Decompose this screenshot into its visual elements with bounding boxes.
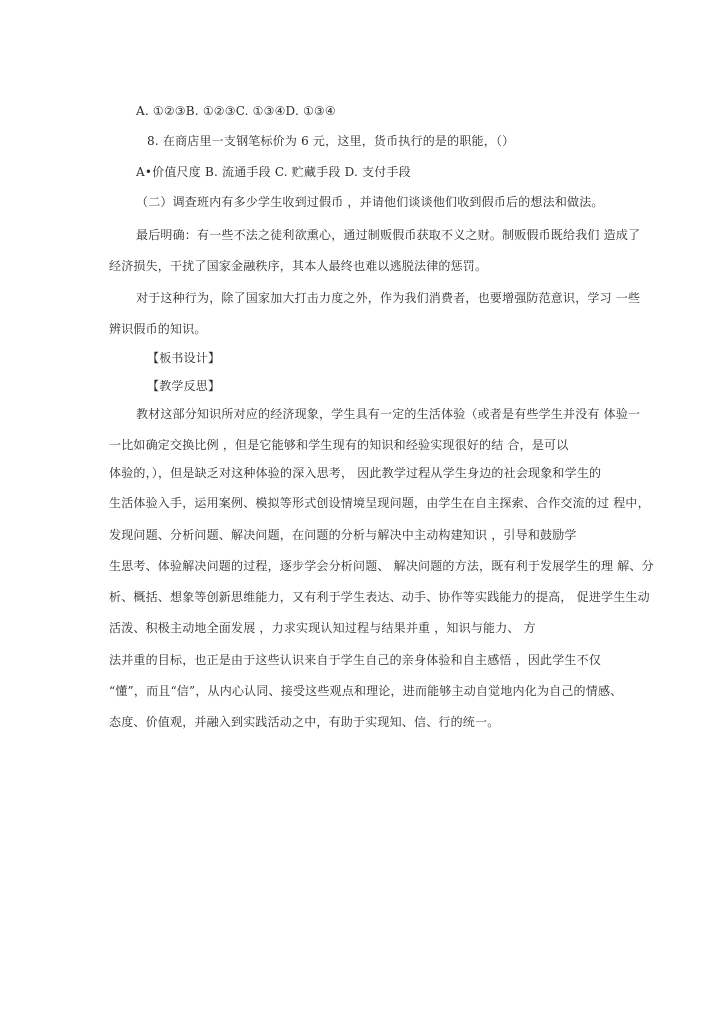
reflection-line-8: 活泼、积极主动地全面发展 ，力求实现认知过程与结果并重 ，知识与能力、 方: [109, 621, 536, 635]
reflection-line-5: 发现问题、分析问题、解决问题，在问题的分析与解决中主动构建知识 ，引导和鼓励学: [109, 528, 577, 542]
reflection-line-3: 体验的，），但是缺乏对这种体验的深入思考， 因此教学过程从学生身边的社会现象和学生的: [109, 466, 602, 480]
answer-options-8: A•价值尺度 B. 流通手段 C. 贮藏手段 D. 支付手段: [136, 165, 411, 179]
reflection-line-11: 态度、价值观，并融入到实践活动之中，有助于实现知、信、行的统一。: [109, 715, 500, 729]
reflection-line-4: 生活体验入手，运用案例、模拟等形式创设情境呈现问题，由学生在自主探索、合作交流的过 程中，: [109, 496, 650, 510]
section-heading-board-design: 【板书设计】: [147, 351, 221, 365]
consumer-line-2: 辨识假币的知识。: [109, 322, 207, 336]
survey-paragraph: （二）调查班内有多少学生收到过假币 ，并请他们谈谈他们收到假币后的想法和做法。: [136, 195, 604, 209]
reflection-line-7: 析、概括、想象等创新思维能力，又有利于学生表达、动手、协作等实践能力的提高， 促进学生生动: [109, 590, 650, 604]
section-heading-reflection: 【教学反思】: [147, 379, 221, 393]
question-8: 8. 在商店里一支钢笔标价为 6 元，这里，货币执行的是的职能，（）: [147, 134, 515, 148]
reflection-line-6: 生思考、体验解决问题的过程，逐步学会分析问题、 解决问题的方法，既有利于发展学生的理 解、分: [109, 559, 654, 573]
conclusion-line-1: 最后明确：有一些不法之徒利欲熏心，通过制贩假币获取不义之财。制贩假币既给我们 造成了: [136, 228, 641, 242]
reflection-line-9: 法并重的目标，也正是由于这些认识来自于学生自己的亲身体验和自主感悟 ，因此学生不仅: [109, 653, 602, 667]
conclusion-line-2: 经济损失，干扰了国家金融秩序，其本人最终也难以逃脱法律的惩罚。: [109, 259, 488, 273]
reflection-line-1: 教材这部分知识所对应的经济现象，学生具有一定的生活体验（或者是有些学生并没有 体验一: [136, 407, 641, 421]
answer-options-7: A. ①②③B. ①②③C. ①③④D. ①③④: [136, 104, 336, 118]
consumer-line-1: 对于这种行为，除了国家加大打击力度之外，作为我们消费者，也要增强防范意识，学习 一些: [136, 291, 641, 305]
reflection-line-2: 一比如确定交换比例 ，但是它能够和学生现有的知识和经验实现很好的结 合，是可以: [109, 438, 569, 452]
reflection-line-10: “懂”，而且“信”，从内心认同、接受这些观点和理论，进而能够主动自觉地内化为自己的情感、: [109, 684, 623, 698]
